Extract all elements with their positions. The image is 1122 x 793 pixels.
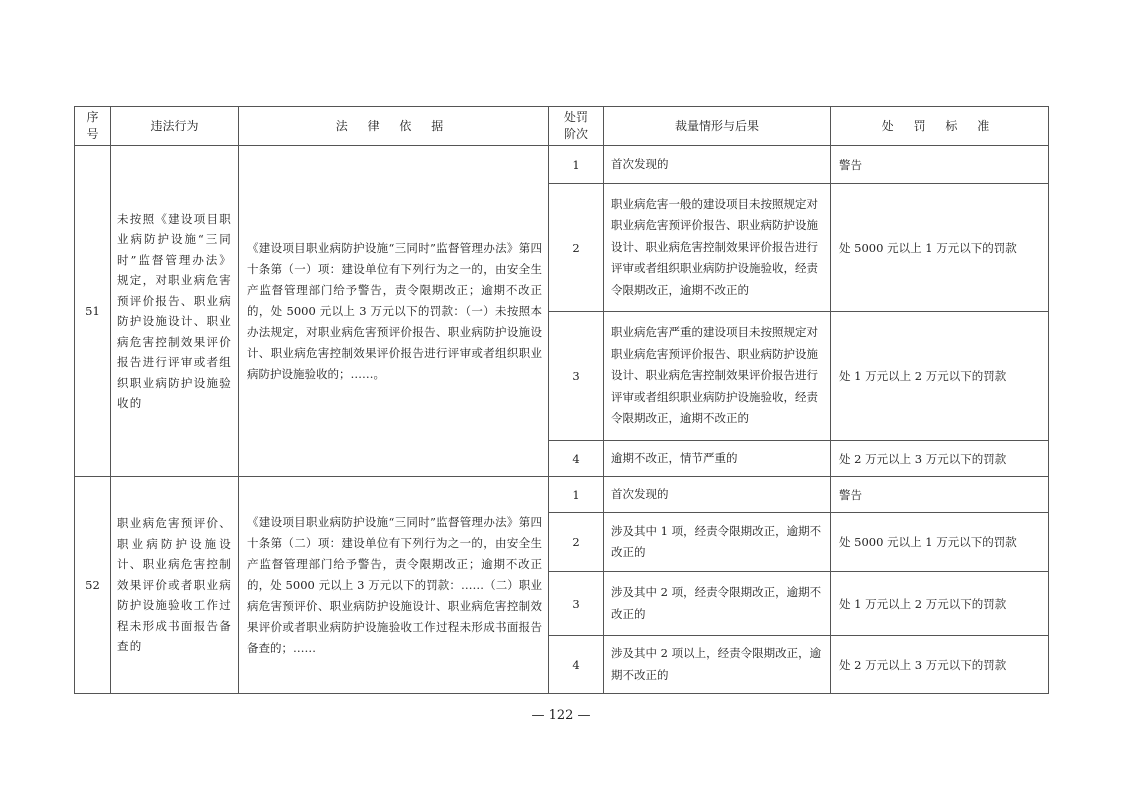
stage-situation: 涉及其中 2 项，经责令限期改正，逾期不改正的 bbox=[604, 572, 831, 636]
stage-situation: 涉及其中 2 项以上，经责令限期改正，逾期不改正的 bbox=[604, 636, 831, 694]
table-row bbox=[75, 146, 1049, 184]
entry-legal-basis: 《建设项目职业病防护设施“三同时”监督管理办法》第四十条第（一）项：建设单位有下列行为之一的，由安全生产监督管理部门给予警告，责令限期改正；逾期不改正的，处 5000 元以上 3 万元以下的罚款：（一）未按照本办法规定，对职业病危害预评价报告、职业病防护设施设计、职业病危害控制效果评价报告进行评审或者组织职业病防护设施验收的；……。 bbox=[239, 146, 549, 477]
header-seq bbox=[75, 107, 111, 146]
stage-number: 1 bbox=[549, 477, 604, 513]
stage-situation: 首次发现的 bbox=[604, 146, 831, 184]
stage-situation: 职业病危害一般的建设项目未按照规定对职业病危害预评价报告、职业病防护设施设计、职业病危害控制效果评价报告进行评审或者组织职业病防护设施验收，经责令限期改正，逾期不改正的 bbox=[604, 184, 831, 312]
stage-situation: 职业病危害严重的建设项目未按照规定对职业病危害预评价报告、职业病防护设施设计、职业病危害控制效果评价报告进行评审或者组织职业病防护设施验收，经责令限期改正，逾期不改正的 bbox=[604, 312, 831, 441]
header-penalty: 处 罚 标 准 bbox=[831, 107, 1049, 146]
stage-situation: 首次发现的 bbox=[604, 477, 831, 513]
page-number: — 122 — bbox=[531, 708, 591, 723]
header-violation: 违法行为 bbox=[111, 107, 239, 146]
entry-violation: 职业病危害预评价、职业病防护设施设计、职业病危害控制效果评价或者职业病防护设施验收工作过程未形成书面报告备查的 bbox=[111, 477, 239, 694]
header-stage-line1: 处罚 bbox=[563, 110, 588, 124]
stage-number: 1 bbox=[549, 146, 604, 184]
stage-penalty: 警告 bbox=[831, 146, 1049, 184]
header-stage-line2: 阶次 bbox=[563, 127, 588, 141]
stage-penalty: 警告 bbox=[831, 477, 1049, 513]
stage-number: 3 bbox=[549, 572, 604, 636]
stage-penalty: 处 1 万元以上 2 万元以下的罚款 bbox=[831, 572, 1049, 636]
stage-penalty: 处 1 万元以上 2 万元以下的罚款 bbox=[831, 312, 1049, 441]
entry-seq: 51 bbox=[75, 146, 111, 477]
penalty-table bbox=[74, 106, 1049, 694]
stage-penalty: 处 5000 元以上 1 万元以下的罚款 bbox=[831, 184, 1049, 312]
header-legal-basis: 法 律 依 据 bbox=[239, 107, 549, 146]
entry-violation: 未按照《建设项目职业病防护设施“三同时”监督管理办法》规定，对职业病危害预评价报告、职业病防护设施设计、职业病危害控制效果评价报告进行评审或者组织职业病防护设施验收的 bbox=[111, 146, 239, 477]
stage-situation: 涉及其中 1 项，经责令限期改正，逾期不改正的 bbox=[604, 513, 831, 572]
header-seq-line1: 序 bbox=[86, 110, 99, 124]
table-row bbox=[75, 477, 1049, 513]
entry-legal-basis: 《建设项目职业病防护设施“三同时”监督管理办法》第四十条第（二）项：建设单位有下列行为之一的，由安全生产监督管理部门给予警告，责令限期改正；逾期不改正的，处 5000 元以上 3 万元以下的罚款：……（二）职业病危害预评价、职业病防护设施设计、职业病危害控制效果评价或者职业病防护设施验收工作过程未形成书面报告备查的；…… bbox=[239, 477, 549, 694]
header-situation: 裁量情形与后果 bbox=[604, 107, 831, 146]
stage-penalty: 处 5000 元以上 1 万元以下的罚款 bbox=[831, 513, 1049, 572]
stage-situation: 逾期不改正，情节严重的 bbox=[604, 441, 831, 477]
header-stage bbox=[549, 107, 604, 146]
stage-penalty: 处 2 万元以上 3 万元以下的罚款 bbox=[831, 636, 1049, 694]
stage-number: 3 bbox=[549, 312, 604, 441]
stage-number: 2 bbox=[549, 184, 604, 312]
stage-number: 4 bbox=[549, 636, 604, 694]
header-seq-line2: 号 bbox=[86, 127, 99, 141]
stage-number: 2 bbox=[549, 513, 604, 572]
entry-seq: 52 bbox=[75, 477, 111, 694]
stage-penalty: 处 2 万元以上 3 万元以下的罚款 bbox=[831, 441, 1049, 477]
table-header-row bbox=[75, 107, 1049, 146]
stage-number: 4 bbox=[549, 441, 604, 477]
